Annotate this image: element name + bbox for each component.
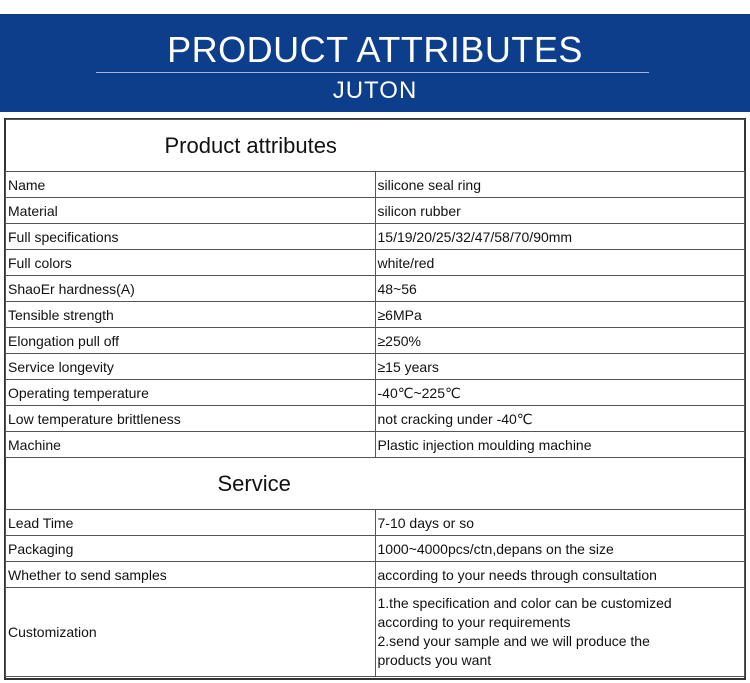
attribute-value: ≥6MPa <box>375 302 745 328</box>
attribute-key: Operating temperature <box>6 380 376 406</box>
attribute-value: 7-10 days or so <box>375 510 745 536</box>
table-row <box>6 432 745 458</box>
banner-divider <box>96 72 649 73</box>
attribute-key: ShaoEr hardness(A) <box>6 276 376 302</box>
attribute-value: silicone seal ring <box>375 172 745 198</box>
attribute-key: Low temperature brittleness <box>6 406 376 432</box>
attribute-key: Service longevity <box>6 354 376 380</box>
attribute-value: 15/19/20/25/32/47/58/70/90mm <box>375 224 745 250</box>
attribute-key: Material <box>6 198 376 224</box>
attribute-value: -40℃~225℃ <box>375 380 745 406</box>
table-row <box>6 536 745 562</box>
customization-line: according to your requirements <box>377 614 571 630</box>
attribute-key: Lead Time <box>6 510 376 536</box>
customization-line: 2.send your sample and we will produce the <box>377 633 650 649</box>
banner-title: PRODUCT ATTRIBUTES <box>167 29 583 70</box>
attribute-value: 1000~4000pcs/ctn,depans on the size <box>375 536 745 562</box>
table-row <box>6 328 745 354</box>
table-row <box>6 510 745 536</box>
section-heading-row <box>6 458 745 510</box>
table-row <box>6 562 745 588</box>
attribute-value: according to your needs through consultation <box>375 562 745 588</box>
customization-line: products you want <box>377 652 492 668</box>
attribute-key: Name <box>6 172 376 198</box>
banner-subtitle: JUTON <box>332 77 418 104</box>
attribute-key: Customization <box>6 588 376 677</box>
attribute-key: Machine <box>6 432 376 458</box>
table-row <box>6 302 745 328</box>
attribute-value: 48~56 <box>375 276 745 302</box>
attribute-value: ≥250% <box>375 328 745 354</box>
attribute-value: silicon rubber <box>375 198 745 224</box>
section-heading-service: Service <box>217 470 291 496</box>
header-banner <box>0 14 750 112</box>
table-row <box>6 354 745 380</box>
section-heading-product-attributes: Product attributes <box>164 132 337 158</box>
table-row <box>6 588 745 677</box>
table-row <box>6 406 745 432</box>
section-heading-row <box>6 120 745 172</box>
table-row <box>6 380 745 406</box>
attribute-key: Full specifications <box>6 224 376 250</box>
attribute-value: Plastic injection moulding machine <box>375 432 745 458</box>
attribute-value: white/red <box>375 250 745 276</box>
attribute-key: Elongation pull off <box>6 328 376 354</box>
table-row <box>6 198 745 224</box>
attribute-value: not cracking under -40℃ <box>375 406 745 432</box>
attributes-table <box>5 119 745 677</box>
table-row <box>6 276 745 302</box>
customization-line: 1.the specification and color can be customized <box>377 595 672 611</box>
table-row <box>6 172 745 198</box>
attribute-key: Tensible strength <box>6 302 376 328</box>
attribute-key: Full colors <box>6 250 376 276</box>
attribute-key: Packaging <box>6 536 376 562</box>
attribute-key: Whether to send samples <box>6 562 376 588</box>
attribute-value: ≥15 years <box>375 354 745 380</box>
table-row <box>6 224 745 250</box>
attribute-value <box>375 588 745 677</box>
table-row <box>6 250 745 276</box>
